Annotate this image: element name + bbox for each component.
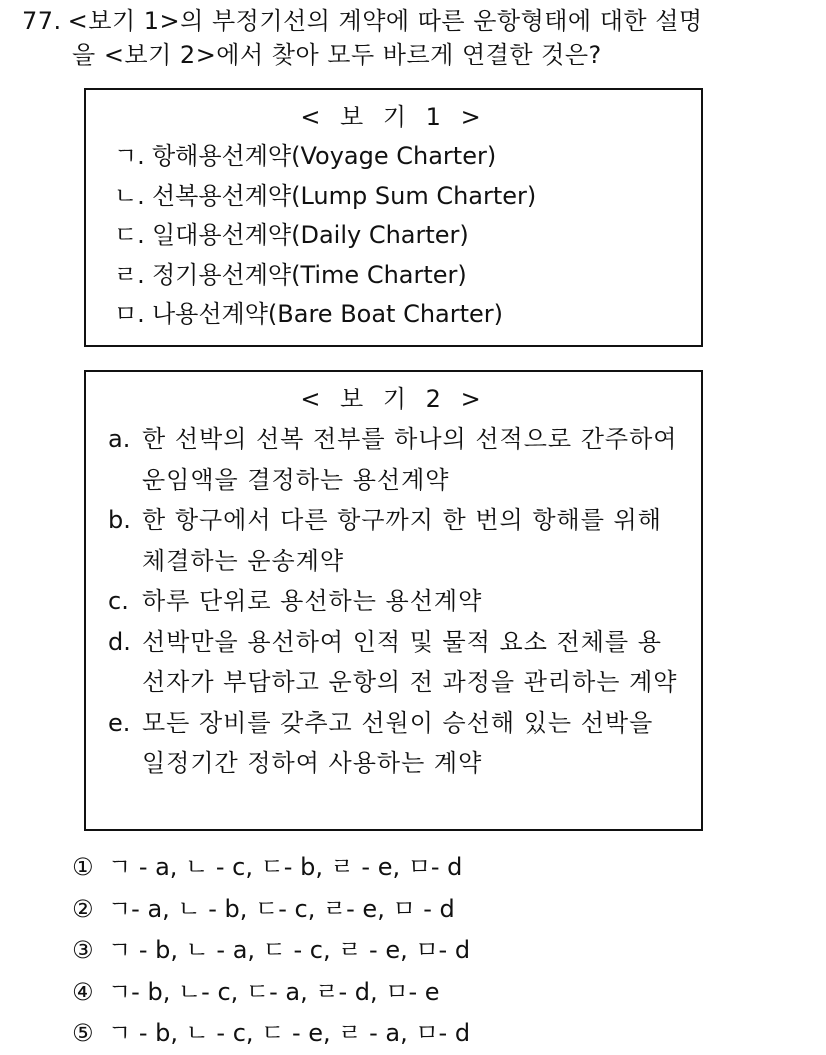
- list-item: [114, 177, 701, 217]
- item-marker: ㄴ.: [114, 181, 145, 210]
- item-text: 선복용선계약(Lump Sum Charter): [152, 181, 537, 210]
- item-marker: ㄹ.: [114, 260, 145, 289]
- choice-number: ⑤: [72, 1019, 94, 1047]
- item-text: 한 선박의 선복 전부를 하나의 선적으로 간주하여 운임액을 결정하는 용선계약: [142, 425, 678, 494]
- list-item: [114, 137, 701, 177]
- item-marker: ㄱ.: [114, 142, 145, 170]
- item-text: 한 항구에서 다른 항구까지 한 번의 항해를 위해 체결하는 운송계약: [142, 506, 662, 575]
- question-text-line1: <보기 1>의 부정기선의 계약에 따른 운항형태에 대한 설명: [67, 7, 703, 35]
- list-item: [108, 581, 701, 622]
- item-text: 모든 장비를 갖추고 선원이 승선해 있는 선박을 일정기간 정하여 사용하는 계약: [142, 708, 654, 777]
- item-marker: e.: [108, 708, 131, 737]
- example-box-2-title: < 보 기 2 >: [300, 385, 487, 413]
- item-marker: a.: [108, 425, 131, 453]
- list-item: [108, 500, 701, 581]
- example-box-1: [84, 88, 703, 347]
- choice-number: ④: [72, 977, 94, 1006]
- example-box-1-title: < 보 기 1 >: [300, 103, 487, 131]
- choice-text: ㄱ - b, ㄴ - c, ㄷ - e, ㄹ - a, ㅁ- d: [108, 1019, 471, 1047]
- question-text-line2: 을 <보기 2>에서 찾아 모두 바르게 연결한 것은?: [72, 41, 602, 69]
- choice-text: ㄱ- a, ㄴ - b, ㄷ- c, ㄹ- e, ㅁ - d: [108, 894, 455, 923]
- choice-text: ㄱ- b, ㄴ- c, ㄷ- a, ㄹ- d, ㅁ- e: [108, 977, 440, 1006]
- item-text: 일대용선계약(Daily Charter): [152, 221, 469, 249]
- item-text: 선박만을 용선하여 인적 및 물적 요소 전체를 용선자가 부담하고 운항의 전 과정을 관리하는 계약: [142, 627, 678, 696]
- item-marker: b.: [108, 506, 131, 534]
- list-item: [114, 256, 701, 296]
- item-marker: ㅁ.: [114, 300, 145, 328]
- choice-number: ①: [72, 853, 94, 881]
- item-text: 정기용선계약(Time Charter): [152, 260, 467, 289]
- answer-choice-1[interactable]: [72, 847, 470, 889]
- item-marker: c.: [108, 587, 129, 615]
- item-text: 항해용선계약(Voyage Charter): [152, 142, 497, 170]
- answer-choice-3[interactable]: [72, 930, 470, 972]
- list-item: [114, 216, 701, 256]
- question-number: 77.: [22, 7, 62, 35]
- choice-text: ㄱ - a, ㄴ - c, ㄷ- b, ㄹ - e, ㅁ- d: [108, 853, 463, 881]
- answer-choice-2[interactable]: [72, 889, 470, 931]
- list-item: [108, 419, 701, 500]
- answer-choice-5[interactable]: [72, 1013, 470, 1055]
- example-box-1-list: [86, 137, 701, 335]
- question-stem: [22, 4, 812, 72]
- list-item: [114, 295, 701, 335]
- item-marker: ㄷ.: [114, 221, 145, 249]
- choice-number: ③: [72, 936, 94, 964]
- choice-number: ②: [72, 894, 94, 923]
- answer-choices: [72, 847, 470, 1055]
- example-box-2-list: [86, 419, 701, 784]
- example-box-2: [84, 370, 703, 831]
- item-text: 하루 단위로 용선하는 용선계약: [142, 587, 483, 615]
- choice-text: ㄱ - b, ㄴ - a, ㄷ - c, ㄹ - e, ㅁ- d: [108, 936, 471, 964]
- answer-choice-4[interactable]: [72, 972, 470, 1014]
- item-marker: d.: [108, 627, 131, 656]
- list-item: [108, 622, 701, 703]
- list-item: [108, 703, 701, 784]
- item-text: 나용선계약(Bare Boat Charter): [152, 300, 504, 328]
